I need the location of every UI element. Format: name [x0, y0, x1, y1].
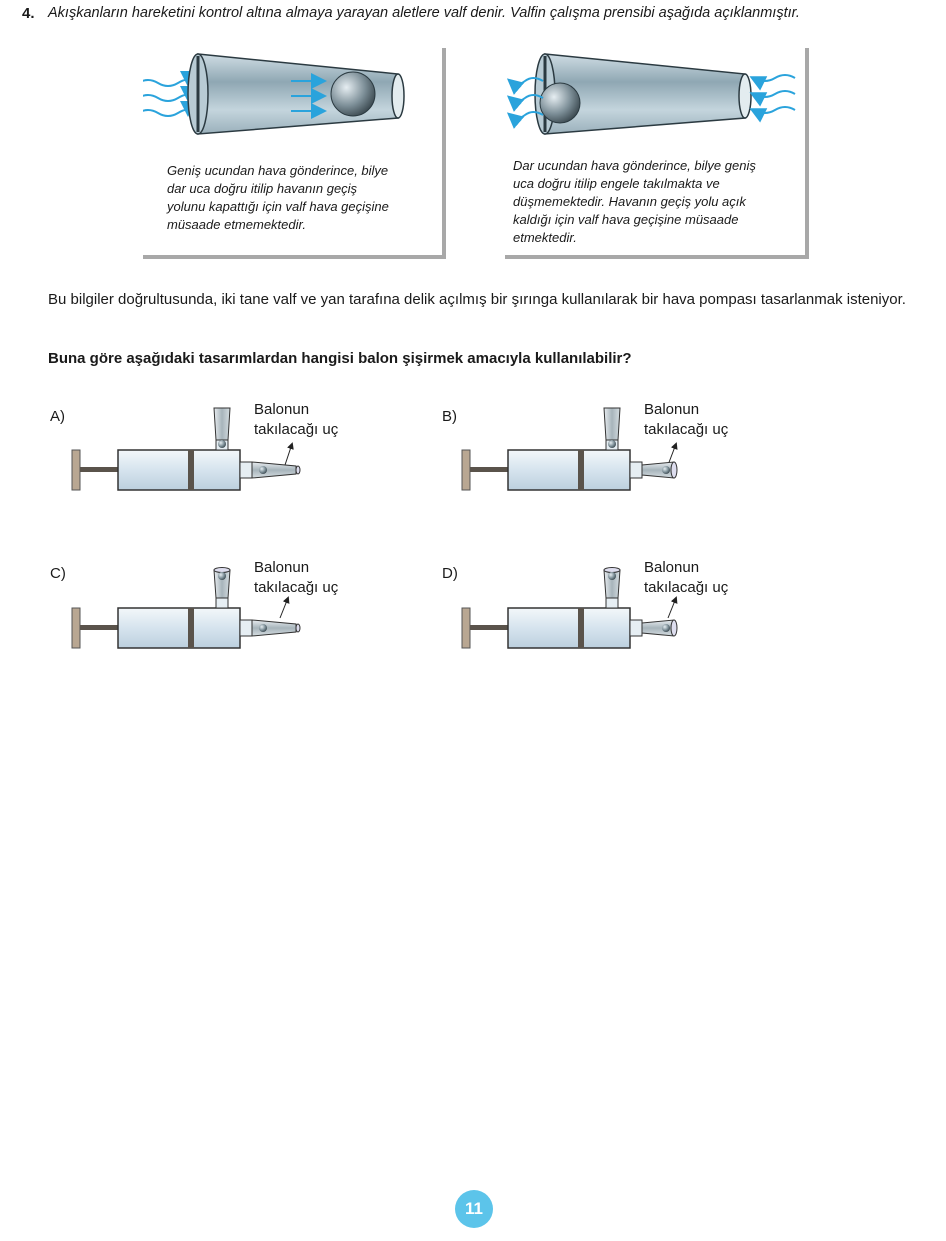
- question-paragraph: Bu bilgiler doğrultusunda, iki tane valf ve yan tarafına delik açılmış bir şırınga kullanılarak bir hava pompası tasarlanmak isteniyor.: [48, 291, 906, 308]
- question-prompt: Buna göre aşağıdaki tasarımlardan hangisi balon şişirmek amacıyla kullanılabilir?: [48, 350, 632, 367]
- balloon-tip-label: Balonun takılacağı uç: [254, 401, 339, 438]
- question-intro: Akışkanların hareketini kontrol altına almaya yarayan aletlere valf denir. Valfin çalışma prensibi aşağıda açıklanmıştır.: [48, 5, 800, 21]
- syringe-design-d: [438, 558, 768, 658]
- option-c[interactable]: [48, 558, 378, 658]
- syringe-design-b: [438, 398, 768, 498]
- panel-caption-closed: Geniş ucundan hava gönderince, bilye dar uca doğru itilip havanın geçiş yolunu kapattığı için valf hava geçişine müsaade etmemektedir.: [167, 163, 389, 232]
- incoming-air-arrows: [753, 75, 795, 113]
- page-number-badge: 11: [455, 1190, 493, 1228]
- option-a[interactable]: [48, 398, 378, 498]
- valve-panel-closed: [143, 48, 446, 259]
- option-label: A): [50, 408, 65, 425]
- ball-icon: [331, 72, 375, 116]
- panel-caption-open: Dar ucundan hava gönderince, bilye geniş uca doğru itilip engele takılmakta ve düşmemektedir. Havanın geçiş yolu açık kaldığı için valf hava geçişine müsaade etmektedir.: [513, 158, 756, 245]
- ball-icon: [540, 83, 580, 123]
- incoming-air-arrows: [143, 80, 188, 116]
- valve-open-illustration: [505, 48, 805, 158]
- balloon-tip-label: Balonun takılacağı uç: [644, 401, 729, 438]
- option-label: B): [442, 408, 457, 425]
- valve-closed-illustration: [143, 48, 442, 158]
- syringe-design-a: [48, 398, 378, 498]
- balloon-tip-label: Balonun takılacağı uç: [254, 559, 339, 596]
- option-d[interactable]: [438, 558, 768, 658]
- question-number: 4.: [22, 5, 35, 22]
- valve-panel-open: [505, 48, 809, 259]
- option-label: C): [50, 565, 66, 582]
- syringe-design-c: [48, 558, 378, 658]
- option-b[interactable]: [438, 398, 768, 498]
- balloon-tip-label: Balonun takılacağı uç: [644, 559, 729, 596]
- option-label: D): [442, 565, 458, 582]
